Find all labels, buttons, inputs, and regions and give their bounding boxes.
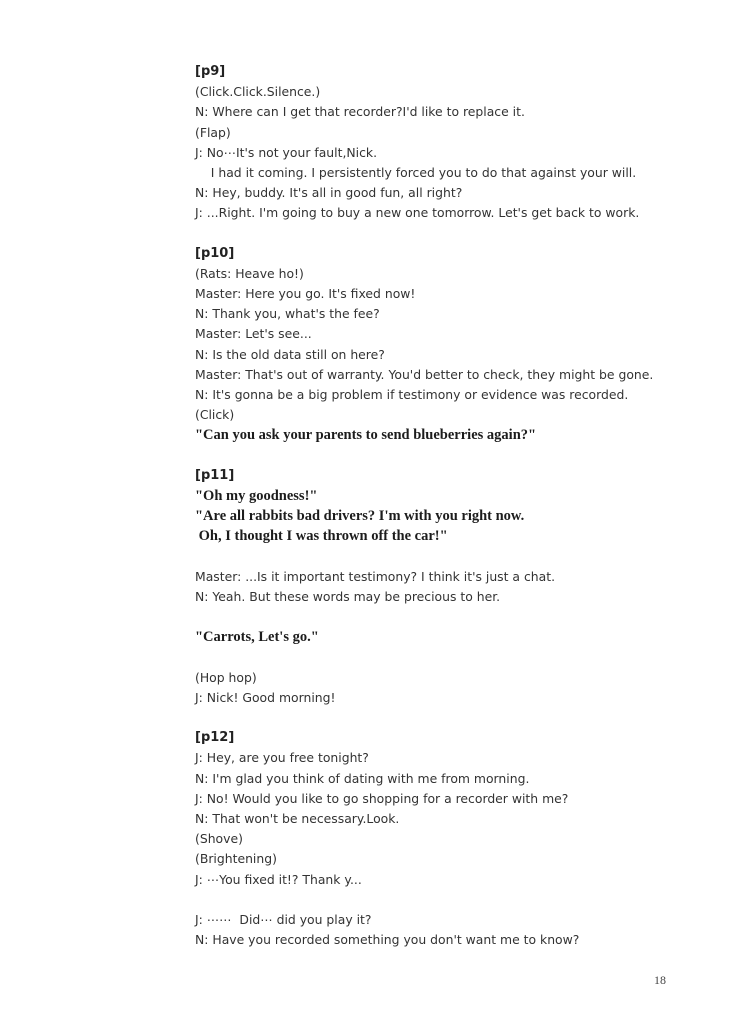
dialogue-line: J: No⋯It's not your fault,Nick.	[195, 144, 378, 160]
dialogue-line: J: ⋯⋯ Did⋯ did you play it?	[195, 911, 372, 927]
dialogue-line: Master: That's out of warranty. You'd better to check, they might be gone.	[195, 366, 654, 382]
dialogue-line: Master: Here you go. It's fixed now!	[195, 286, 416, 302]
sound-effect-line: (Rats: Heave ho!)	[195, 265, 304, 281]
section-p12	[195, 728, 686, 890]
dialogue-line: N: I'm glad you think of dating with me from morning.	[195, 770, 530, 786]
dialogue-block	[195, 567, 686, 607]
dialogue-line: N: Is the old data still on here?	[195, 346, 385, 362]
dialogue-line: I had it coming. I persistently forced you to do that against your will.	[195, 164, 637, 180]
section-p10	[195, 244, 686, 446]
recorded-quote-line: "Can you ask your parents to send blueberries again?"	[195, 427, 537, 444]
dialogue-line: N: That won't be necessary.Look.	[195, 810, 400, 826]
dialogue-line: Master: Let's see...	[195, 326, 312, 342]
dialogue-line: J: No! Would you like to go shopping for a recorder with me?	[195, 790, 569, 806]
quote-block	[195, 627, 686, 647]
sound-effect-line: (Hop hop)	[195, 669, 257, 685]
recorded-quote-line: Oh, I thought I was thrown off the car!"	[195, 528, 448, 545]
recorded-quote-line: "Are all rabbits bad drivers? I'm with you right now.	[195, 508, 525, 525]
sound-effect-line: (Flap)	[195, 124, 231, 140]
dialogue-line: N: Thank you, what's the fee?	[195, 306, 380, 322]
dialogue-line: J: Hey, are you free tonight?	[195, 750, 369, 766]
sound-effect-line: (Click)	[195, 407, 235, 423]
section-heading: [p10]	[195, 245, 235, 261]
dialogue-line: J: Nick! Good morning!	[195, 689, 336, 705]
section-heading: [p12]	[195, 730, 235, 746]
section-p11	[195, 466, 686, 547]
dialogue-line: N: Where can I get that recorder?I'd like to replace it.	[195, 104, 525, 120]
dialogue-line: N: Yeah. But these words may be precious to her.	[195, 588, 501, 604]
section-heading: [p11]	[195, 467, 235, 483]
recorded-quote-line: "Oh my goodness!"	[195, 487, 318, 504]
dialogue-block	[195, 668, 686, 708]
sound-effect-line: (Shove)	[195, 831, 243, 847]
sound-effect-line: (Click.Click.Silence.)	[195, 84, 321, 100]
dialogue-line: N: Have you recorded something you don't want me to know?	[195, 932, 580, 948]
page-number: 18	[654, 973, 666, 987]
section-heading: [p9]	[195, 64, 226, 79]
dialogue-line: J: ⋯You fixed it!? Thank y...	[195, 871, 362, 887]
dialogue-block	[195, 910, 686, 950]
section-p9	[195, 62, 686, 224]
dialogue-line: N: Hey, buddy. It's all in good fun, all right?	[195, 185, 463, 201]
sound-effect-line: (Brightening)	[195, 851, 277, 867]
dialogue-line: Master: ...Is it important testimony? I think it's just a chat.	[195, 568, 556, 584]
dialogue-line: N: It's gonna be a big problem if testimony or evidence was recorded.	[195, 387, 629, 402]
dialogue-line: J: ...Right. I'm going to buy a new one tomorrow. Let's get back to work.	[195, 205, 640, 221]
recorded-quote-line: "Carrots, Let's go."	[195, 629, 319, 646]
